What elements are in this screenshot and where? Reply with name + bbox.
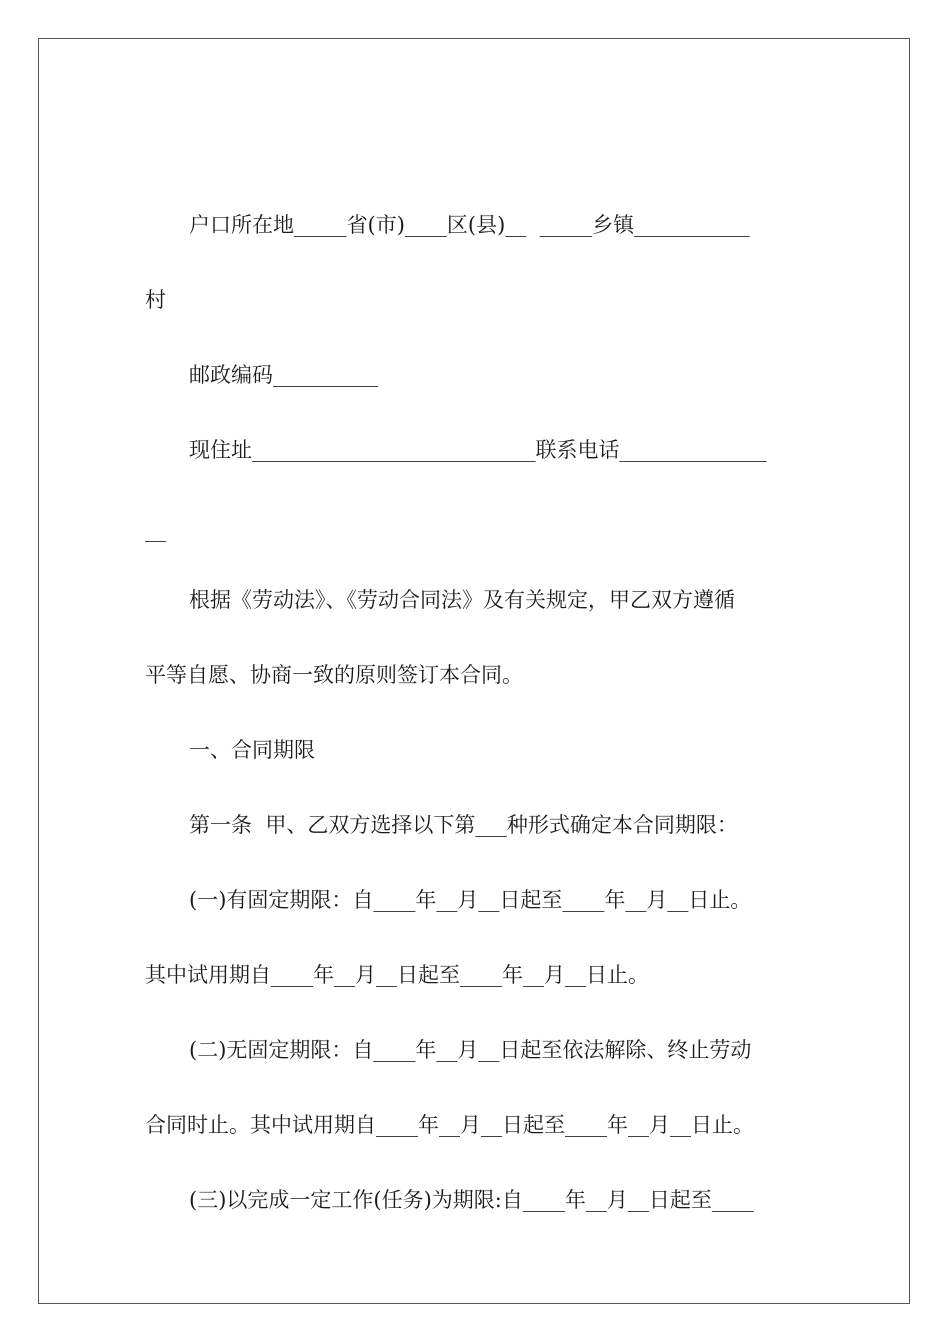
section-heading-contract-term: 一、合同期限 [189, 738, 315, 762]
task-term-line: (三)以完成一定工作(任务)为期限:自____年__月__日起至____ [189, 1188, 754, 1212]
fixed-term-probation-line: 其中试用期自____年__月__日起至____年__月__日止。 [145, 963, 649, 987]
address-phone-line: 现住址___________________________联系电话______________ [189, 438, 767, 462]
preamble-line-2: 平等自愿、协商一致的原则签订本合同。 [145, 663, 523, 687]
address-phone-continuation: __ [145, 518, 166, 542]
article-one-line: 第一条 甲、乙双方选择以下第___种形式确定本合同期限： [189, 813, 738, 837]
fixed-term-line: (一)有固定期限：自____年__月__日起至____年__月__日止。 [189, 888, 752, 912]
postal-code-line: 邮政编码__________ [189, 363, 378, 387]
household-registration-line: 户口所在地_____省(市)____区(县)__ _____乡镇___________ [189, 213, 750, 237]
village-line: 村 [145, 288, 166, 312]
preamble-line-1: 根据《劳动法》、《劳动合同法》及有关规定，甲乙双方遵循 [189, 588, 735, 612]
open-term-probation-line: 合同时止。其中试用期自____年__月__日起至____年__月__日止。 [145, 1113, 754, 1137]
open-term-line: (二)无固定期限：自____年__月__日起至依法解除、终止劳动 [189, 1038, 752, 1062]
